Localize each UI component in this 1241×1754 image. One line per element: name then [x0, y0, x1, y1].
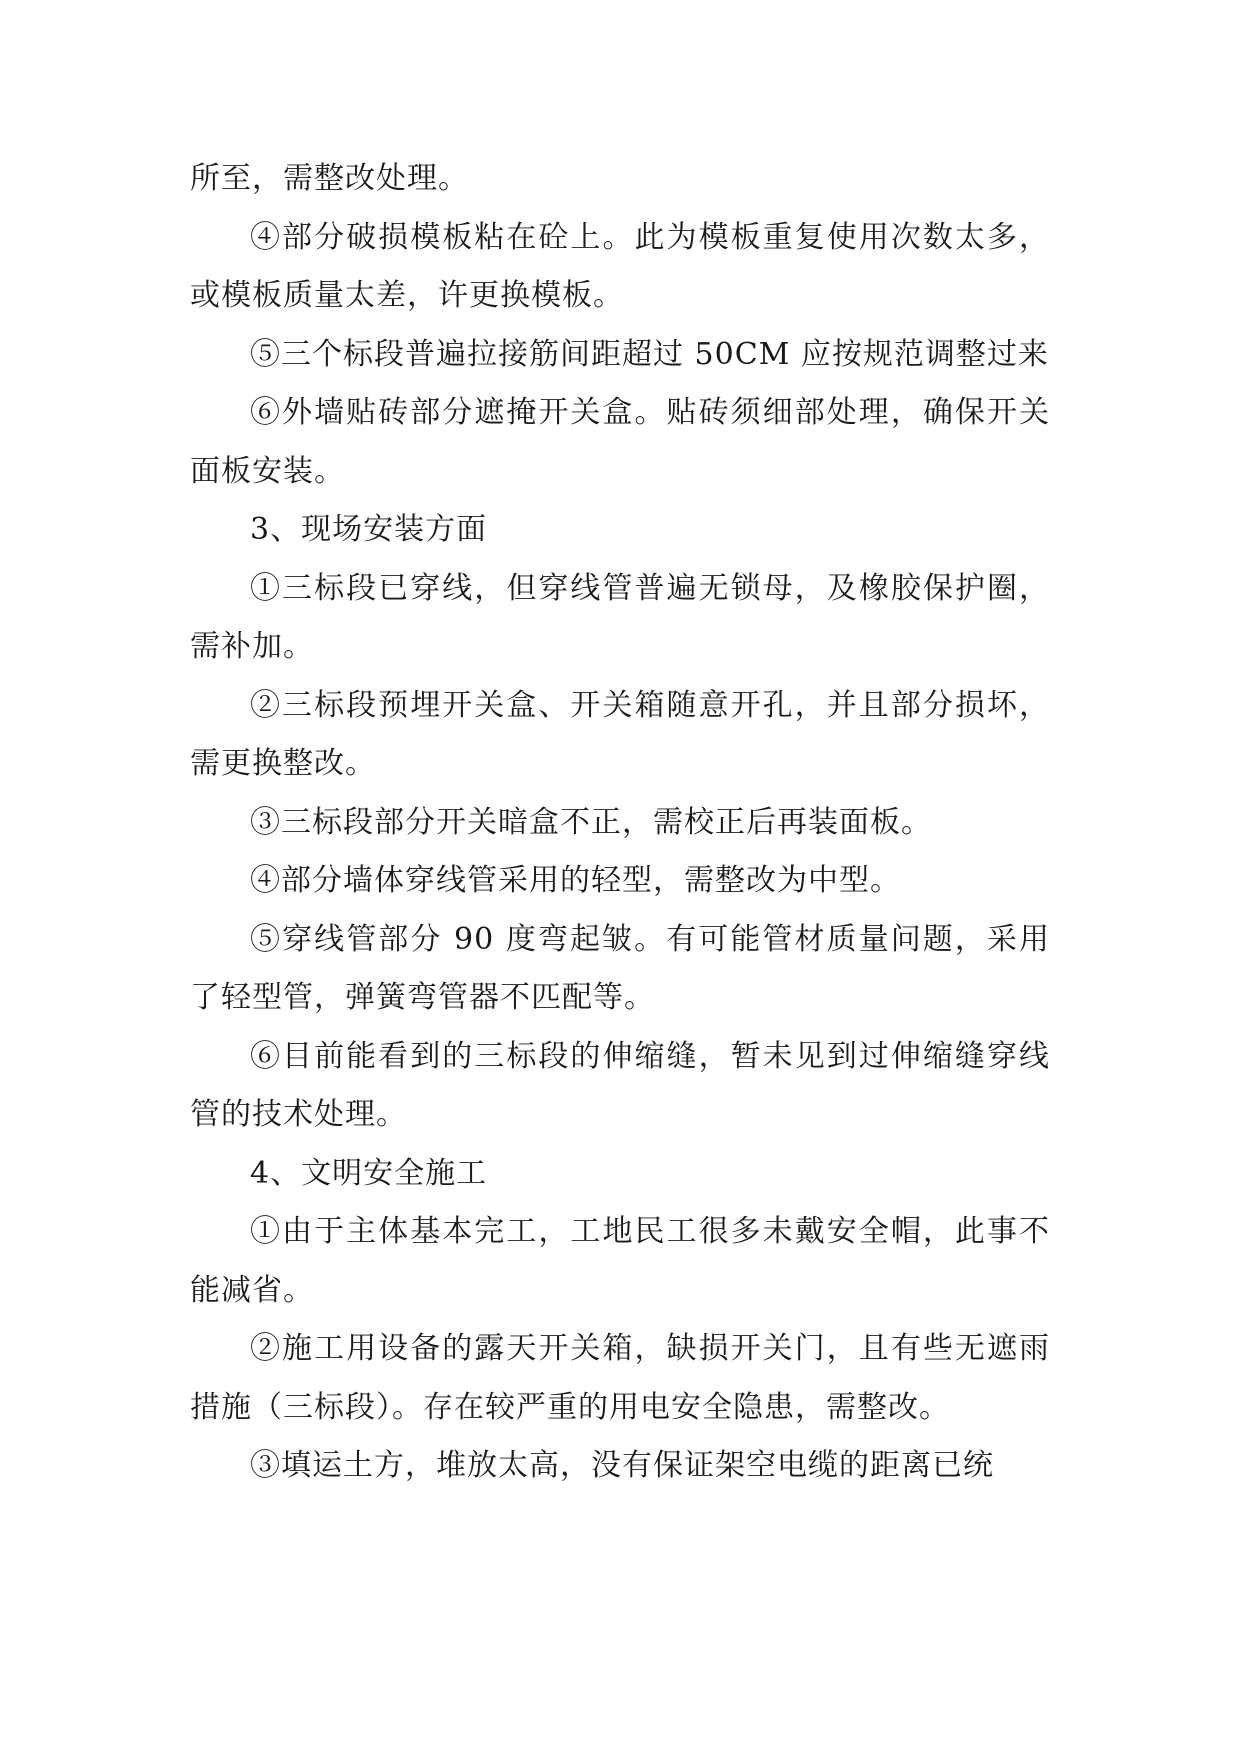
paragraph-install-item-1: ①三标段已穿线，但穿线管普遍无锁母，及橡胶保护圈，需补加。 [190, 570, 1050, 664]
paragraph-install-item-5: ⑤穿线管部分 90 度弯起皱。有可能管材质量问题，采用了轻型管，弹簧弯管器不匹配等。 [190, 921, 1050, 1015]
document-body [190, 150, 1050, 1496]
paragraph-item-6-tile: ⑥外墙贴砖部分遮掩开关盒。贴砖须细部处理，确保开关面板安装。 [190, 395, 1050, 489]
paragraph-item-5-tie-bar: ⑤三个标段普遍拉接筋间距超过 50CM 应按规范调整过来 [250, 336, 1049, 372]
paragraph-safety-item-3: ③填运土方，堆放太高，没有保证架空电缆的距离已统 [250, 1448, 994, 1483]
section-heading-installation: 3、现场安装方面 [250, 512, 488, 547]
section-heading-safety: 4、文明安全施工 [250, 1155, 488, 1191]
paragraph-install-item-2: ②三标段预埋开关盒、开关箱随意开孔，并且部分损坏，需更换整改。 [190, 687, 1050, 781]
paragraph-install-item-4: ④部分墙体穿线管采用的轻型，需整改为中型。 [250, 863, 901, 898]
paragraph-continuation: 所至，需整改处理。 [190, 161, 469, 196]
paragraph-item-4-formwork: ④部分破损模板粘在砼上。此为模板重复使用次数太多，或模板质量太差，许更换模板。 [190, 219, 1050, 313]
paragraph-safety-item-1: ①由于主体基本完工，工地民工很多未戴安全帽，此事不能减省。 [190, 1214, 1050, 1308]
paragraph-install-item-3: ③三标段部分开关暗盒不正，需校正后再装面板。 [250, 804, 932, 840]
paragraph-safety-item-2: ②施工用设备的露天开关箱，缺损开关门，且有些无遮雨措施（三标段）。存在较严重的用电安全隐患，需整改。 [190, 1331, 1050, 1425]
paragraph-install-item-6: ⑥目前能看到的三标段的伸缩缝，暂未见到过伸缩缝穿线管的技术处理。 [190, 1038, 1050, 1132]
